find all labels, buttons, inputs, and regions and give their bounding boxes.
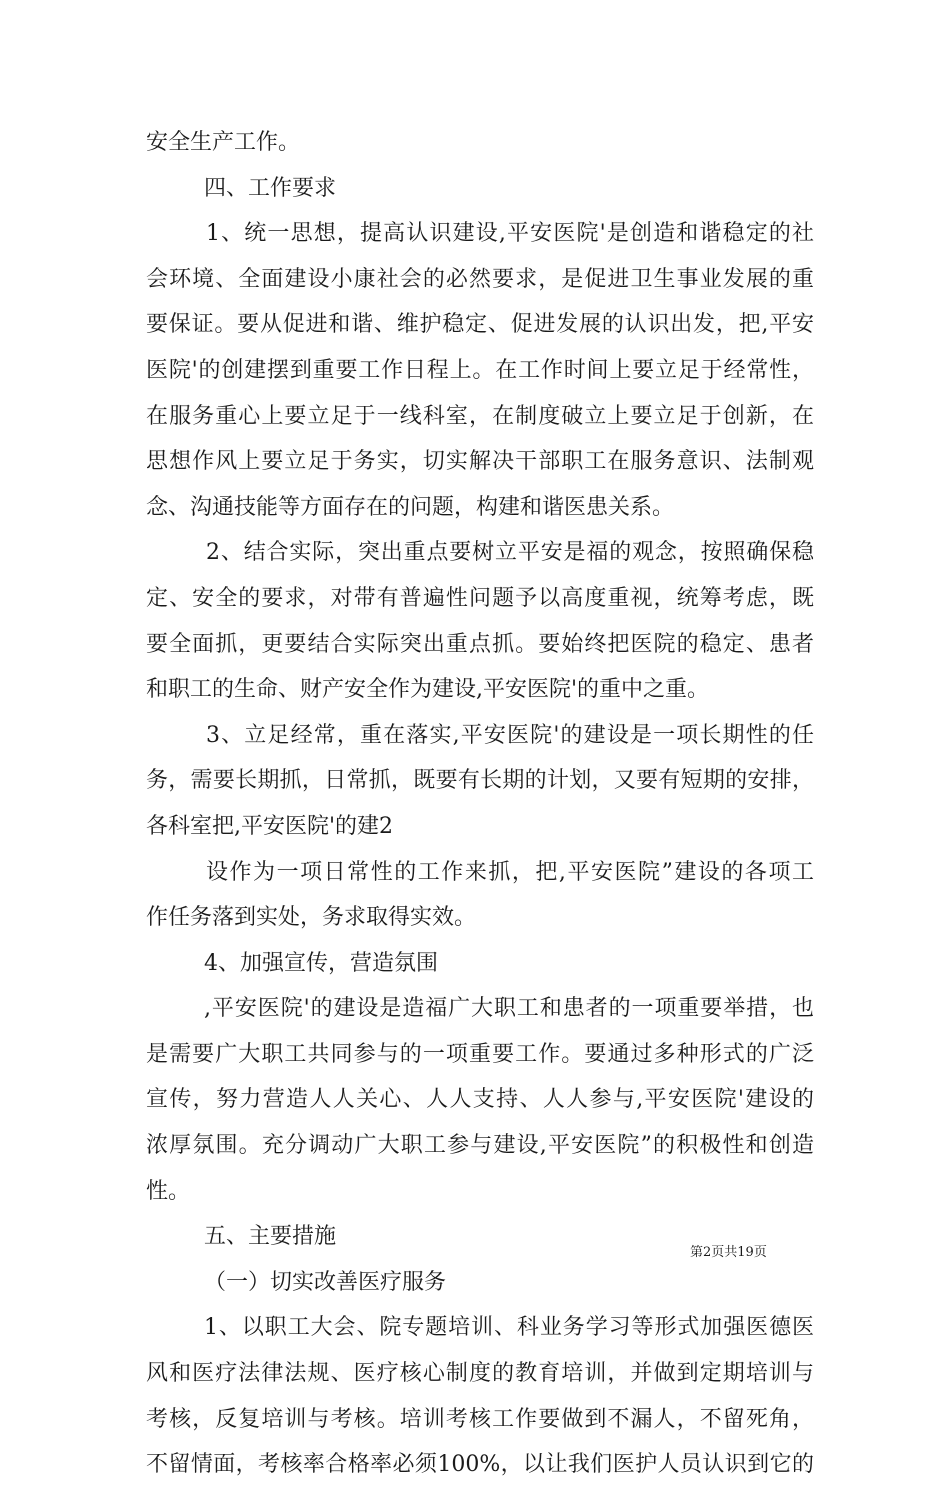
text-line: 在服务重心上要立足于一线科室，在制度破立上要立足于创新，在 [146,403,814,429]
section-heading-main-measures: 五、主要措施 [204,1224,337,1250]
text-line: 设作为一项日常性的工作来抓，把,平安医院”建设的各项工 [206,859,814,885]
text-line: 念、沟通技能等方面存在的问题，构建和谐医患关系。 [146,494,675,520]
text-line: 3、立足经常，重在落实,平安医院'的建设是一项长期性的任 [206,722,814,748]
text-line: ,平安医院'的建设是造福广大职工和患者的一项重要举措，也 [204,996,814,1022]
text-line: 1、以职工大会、院专题培训、科业务学习等形式加强医德医 [204,1315,814,1341]
text-line: 浓厚氛围。充分调动广大职工参与建设,平安医院”的积极性和创造 [146,1133,814,1159]
text-line: 风和医疗法律法规、医疗核心制度的教育培训，并做到定期培训与 [146,1361,814,1387]
text-line: 4、加强宣传，营造氛围 [204,950,438,976]
text-line: 宣传，努力营造人人关心、人人支持、人人参与,平安医院'建设的 [146,1087,814,1113]
text-line: 和职工的生命、财产安全作为建设,平安医院'的重中之重。 [146,677,710,703]
text-line: 医院'的创建摆到重要工作日程上。在工作时间上要立足于经常性， [146,357,814,383]
text-line: 务，需要长期抓，日常抓，既要有长期的计划，又要有短期的安排， [146,768,814,794]
text-line: 各科室把,平安医院'的建2 [146,813,394,839]
text-line: 性。 [146,1178,191,1204]
subsection-heading: （一）切实改善医疗服务 [204,1269,447,1295]
text-line: 考核，反复培训与考核。培训考核工作要做到不漏人，不留死角， [146,1406,814,1432]
document-body [146,120,814,1488]
section-heading-work-requirements: 四、工作要求 [204,175,337,201]
text-line: 不留情面，考核率合格率必须100%，以让我们医护人员认识到它的 [146,1452,814,1478]
text-line: 要全面抓，更要结合实际突出重点抓。要始终把医院的稳定、患者 [146,631,814,657]
text-line: 2、结合实际，突出重点要树立平安是福的观念，按照确保稳 [206,540,814,566]
text-line: 1、统一思想，提高认识建设,平安医院'是创造和谐稳定的社 [206,221,814,247]
text-line: 思想作风上要立足于务实，切实解决干部职工在服务意识、法制观 [146,449,814,475]
text-line: 定、安全的要求，对带有普遍性问题予以高度重视，统筹考虑，既 [146,585,814,611]
text-line: 作任务落到实处，务求取得实效。 [146,905,477,931]
text-line: 是需要广大职工共同参与的一项重要工作。要通过多种形式的广泛 [146,1041,814,1067]
page-number-footer: 第2页共19页 [690,1245,767,1260]
text-line: 安全生产工作。 [146,130,301,155]
text-line: 要保证。要从促进和谐、维护稳定、促进发展的认识出发，把,平安 [146,312,814,338]
text-line: 会环境、全面建设小康社会的必然要求，是促进卫生事业发展的重 [146,266,814,292]
